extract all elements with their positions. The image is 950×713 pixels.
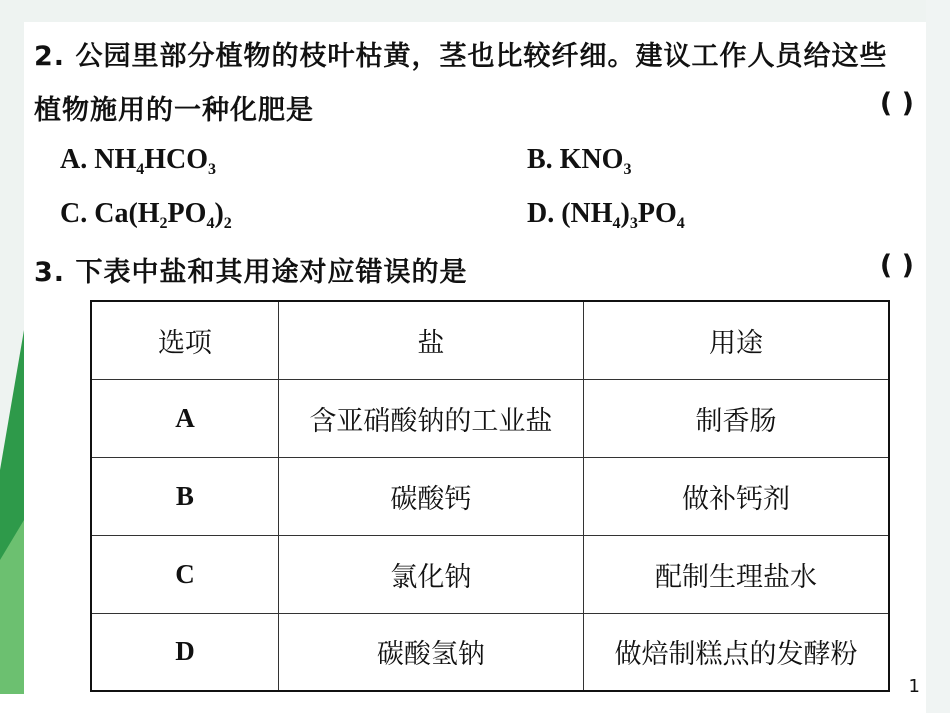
row-salt: 含亚硝酸钠的工业盐 xyxy=(278,379,583,457)
question-2-answer-paren: ( ) xyxy=(879,88,914,119)
question-2-line-1: 2. 公园里部分植物的枝叶枯黄，茎也比较纤细。建议工作人员给这些 xyxy=(34,41,888,72)
header-option: 选项 xyxy=(91,301,278,379)
option-d: D. $(NH_4)_3PO_4$ xyxy=(527,198,685,232)
row-use: 做焙制糕点的发酵粉 xyxy=(583,613,889,691)
header-use: 用途 xyxy=(583,301,889,379)
question-3-line-1: 3. 下表中盐和其用途对应错误的是 xyxy=(34,257,468,288)
salt-usage-table xyxy=(90,300,890,692)
table-row xyxy=(91,613,889,691)
row-salt: 碳酸钙 xyxy=(278,457,583,535)
row-salt: 碳酸氢钠 xyxy=(278,613,583,691)
row-option: C xyxy=(91,535,278,613)
question-3-answer-paren: ( ) xyxy=(879,250,914,281)
table-row xyxy=(91,379,889,457)
row-use: 配制生理盐水 xyxy=(583,535,889,613)
table-row xyxy=(91,457,889,535)
row-option: D xyxy=(91,613,278,691)
page-number: 1 xyxy=(908,676,920,697)
row-option: B xyxy=(91,457,278,535)
option-b: B. $KNO_3$ xyxy=(527,144,632,178)
table-row xyxy=(91,535,889,613)
row-use: 制香肠 xyxy=(583,379,889,457)
question-2-line-2: 植物施用的一种化肥是 xyxy=(34,95,314,126)
option-c: C. $Ca(H_2PO_4)_2$ xyxy=(60,198,232,232)
row-option: A xyxy=(91,379,278,457)
row-salt: 氯化钠 xyxy=(278,535,583,613)
option-a: A. $NH_4HCO_3$ xyxy=(60,144,217,178)
row-use: 做补钙剂 xyxy=(583,457,889,535)
header-salt: 盐 xyxy=(278,301,583,379)
table-header-row xyxy=(91,301,889,379)
slide-content xyxy=(24,22,926,697)
